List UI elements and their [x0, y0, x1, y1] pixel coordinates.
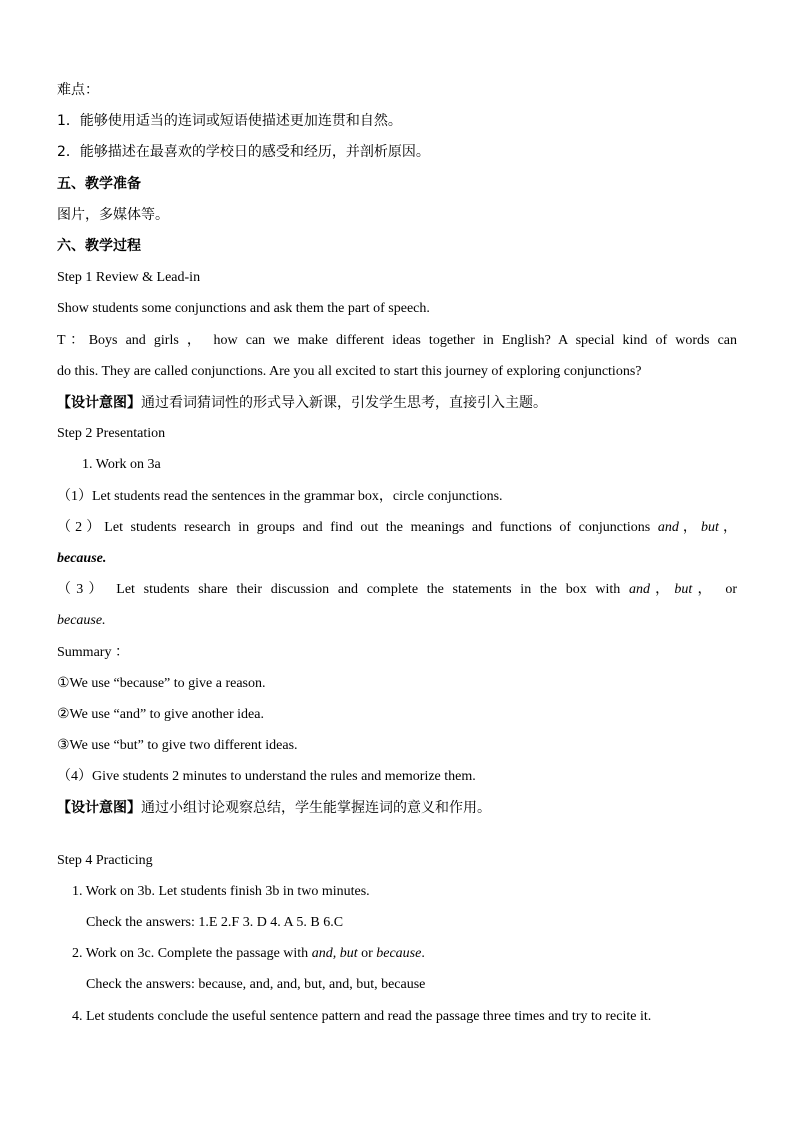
- step1-line1: Show students some conjunctions and ask them the part of speech.: [57, 301, 430, 316]
- design-intent-label: 【设计意图】: [57, 800, 141, 816]
- step2-point4: （4）Give students 2 minutes to understand the rules and memorize them.: [57, 769, 476, 784]
- point3-and: and: [628, 582, 650, 597]
- design-intent-label: 【设计意图】: [57, 395, 141, 411]
- point3-text: （3） Let students share their discussion and complete the statements in the box with: [57, 582, 629, 597]
- step1-teacher-line2: do this. They are called conjunctions. Are you all excited to start this journey of exploring conjunctions?: [57, 364, 642, 379]
- point3-but: but: [674, 582, 693, 597]
- design-intent-text: 通过看词猜词性的形式导入新课，引发学生思考，直接引入主题。: [141, 395, 547, 411]
- step4-item4: 4. Let students conclude the useful sentence pattern and read the passage three times and try to recite it.: [72, 1009, 652, 1024]
- section5-content: 图片，多媒体等。: [57, 207, 169, 223]
- point2-sep2: ，: [718, 520, 738, 535]
- item2-period: .: [421, 946, 425, 961]
- section6-heading: 六、教学过程: [57, 238, 141, 254]
- step2-point2: [57, 518, 737, 538]
- summary-item-2: ②We use “and” to give another idea.: [57, 707, 264, 722]
- step4-item2: [72, 944, 737, 964]
- step2-point1: （1）Let students read the sentences in the grammar box，circle conjunctions.: [57, 489, 503, 504]
- summary-label: Summary ：: [57, 645, 129, 660]
- difficulty-item-2: 2．能够描述在最喜欢的学校日的感受和经历，并剖析原因。: [57, 144, 430, 160]
- step1-title: Step 1 Review & Lead-in: [57, 270, 201, 285]
- item2-or: or: [357, 946, 377, 961]
- item2-words: and, but: [311, 946, 358, 961]
- section5-heading: 五、教学准备: [57, 176, 141, 192]
- step4-title: Step 4 Practicing: [57, 853, 153, 868]
- difficulty-item-1: 1．能够使用适当的连词或短语使描述更加连贯和自然。: [57, 113, 402, 129]
- summary-item-3: ③We use “but” to give two different ideas.: [57, 738, 298, 753]
- design-intent-text: 通过小组讨论观察总结，学生能掌握连词的意义和作用。: [141, 800, 491, 816]
- step2-sub1: 1. Work on 3a: [82, 457, 161, 472]
- point2-sep1: ，: [678, 520, 702, 535]
- step2-point3-because: because.: [57, 613, 106, 628]
- point3-sep2: ， or: [692, 582, 737, 597]
- step2-point2-because: because.: [57, 551, 107, 566]
- item2-text: 2. Work on 3c. Complete the passage with: [72, 946, 312, 961]
- step4-item1: 1. Work on 3b. Let students finish 3b in two minutes.: [72, 884, 370, 899]
- item2-because: because: [376, 946, 422, 961]
- point2-text: （2）Let students research in groups and find out the meanings and functions of conjunctions: [57, 520, 658, 535]
- step2-title: Step 2 Presentation: [57, 426, 166, 441]
- step1-teacher-line1: T：Boys and girls ， how can we make different ideas together in English? A special kind of words can: [57, 333, 737, 348]
- point3-sep1: ，: [649, 582, 675, 597]
- step4-item2-answers: Check the answers: because, and, and, but, and, but, because: [86, 977, 426, 992]
- step4-item1-answers: Check the answers: 1.E 2.F 3. D 4. A 5. B 6.C: [86, 915, 344, 930]
- step1-design-intent: [57, 393, 737, 413]
- summary-item-1: ①We use “because” to give a reason.: [57, 676, 266, 691]
- step2-point3: [57, 580, 737, 600]
- step2-design-intent: [57, 798, 737, 818]
- point2-and: and: [657, 520, 679, 535]
- point2-but: but: [701, 520, 719, 535]
- difficulties-heading: 难点：: [57, 82, 99, 98]
